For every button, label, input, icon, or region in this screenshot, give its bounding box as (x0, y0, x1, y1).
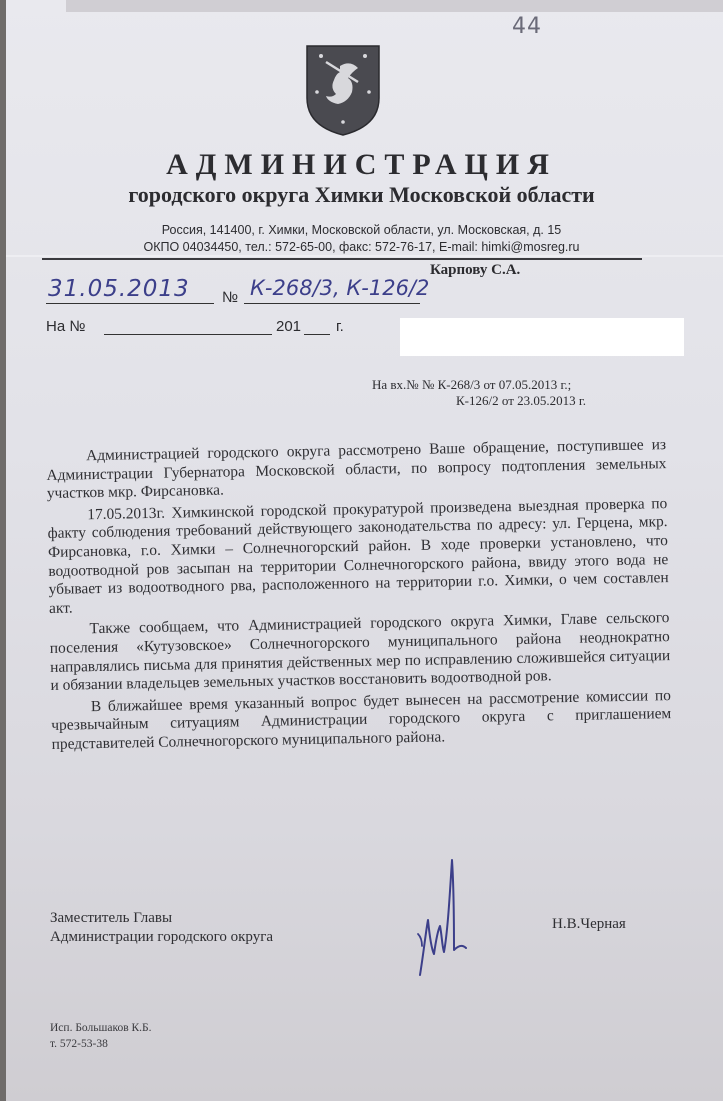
letterhead-subtitle: городского округа Химки Московской области (128, 182, 595, 207)
letter-body (46, 436, 672, 757)
number-label: № (222, 289, 239, 306)
redacted-address-block (400, 318, 684, 356)
year-underline (304, 334, 330, 335)
letterhead-contacts: ОКПО 04034450, тел.: 572-65-00, факс: 572-76-17, E-mail: himki@mosreg.ru (143, 240, 580, 254)
signatory-name: Н.В.Черная (552, 916, 626, 932)
executor-name: Исп. Большаков К.Б. (50, 1022, 152, 1034)
year-suffix: г. (336, 318, 344, 335)
executor-phone: т. 572-53-38 (50, 1038, 108, 1050)
handwritten-signature-icon (408, 850, 478, 980)
reply-to-underline (104, 334, 272, 335)
body-paragraph: 17.05.2013г. Химкинской городской прокуратурой произведена выездная проверка по факту соблюдения требований действующего законодательства по адресу: ул. Герцена, мкр. Фирсановка, г.о. Химки – Солнечногорский район. В ходе проверки установлено, что водоотводной ров засыпан на территории Солнечногорского района, ввиду этого вода не убывает из водоотводного рва, расположенного на территории г.о. Химки, о чем составлен акт. (47, 494, 669, 617)
letterhead-title: АДМИНИСТРАЦИЯ (166, 148, 557, 181)
year-label: 201 (276, 318, 302, 335)
reply-to-label: На № (46, 318, 86, 335)
recipient-name: Карпову С.А. (430, 262, 521, 278)
number-underline (244, 303, 420, 304)
letterhead-address: Россия, 141400, г. Химки, Московской области, ул. Московская, д. 15 (161, 223, 562, 237)
incoming-reference-1: На вх.№ № К-268/3 от 07.05.2013 г.; (372, 377, 572, 392)
signatory-title-line2: Администрации городского округа (50, 929, 274, 945)
paper-fold (6, 255, 723, 257)
header-rule (42, 258, 642, 260)
body-paragraph: Администрацией городского округа рассмотрено Ваше обращение, поступившее из Администрации Губернатора Московской области, по вопросу подтопления земельных участков мкр. Фирсановка. (46, 436, 667, 503)
signatory-title-line1: Заместитель Главы (50, 910, 173, 926)
body-paragraph: Также сообщаем, что Администрацией городского округа Химки, Главе сельского поселения «Кутузовское» Солнечногорского муниципального района неоднократно направлялись письма для принятия действенных мер по исправлению сложившейся ситуации и обязании владельцев земельных участков восстановить водоотводной ров. (49, 609, 671, 695)
incoming-reference-2: К-126/2 от 23.05.2013 г. (456, 393, 586, 408)
coat-of-arms-icon (304, 42, 382, 138)
date-underline (46, 303, 214, 304)
handwritten-page-number: 44 (512, 14, 542, 39)
paper-top-edge (66, 0, 723, 12)
body-paragraph: В ближайшее время указанный вопрос будет вынесен на рассмотрение комиссии по чрезвычайным ситуациям Администрации городского округа с приглашением представителей Солнечногорского муниципального района. (51, 686, 672, 753)
outgoing-date: 31.05.2013 (48, 276, 190, 302)
outgoing-number: К-268/3, К-126/2 (250, 276, 430, 300)
